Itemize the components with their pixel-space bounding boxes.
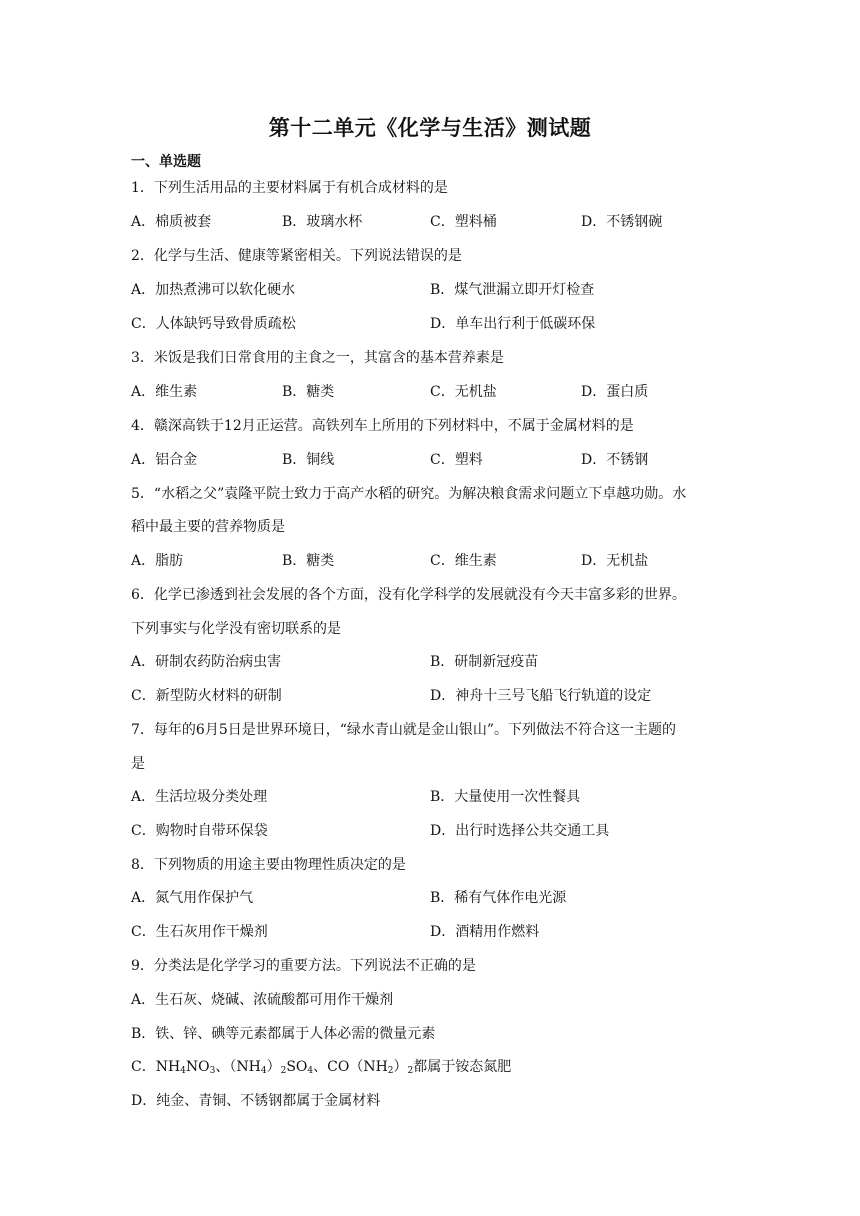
question-8-option-b: B．稀有气体作电光源	[430, 890, 567, 906]
option-c-text-7: ）	[393, 1059, 408, 1075]
option-c-text-4: ）	[266, 1059, 281, 1075]
question-2-stem: 2．化学与生活、健康等紧密相关。下列说法错误的是	[131, 248, 462, 264]
question-7-option-c: C．购物时自带环保袋	[131, 823, 268, 839]
question-2-option-c: C．人体缺钙导致骨质疏松	[131, 316, 296, 332]
question-3-option-a: A．维生素	[131, 384, 198, 400]
question-7-stem-line-1: 7．每年的6月5日是世界环境日，“绿水青山就是金山银山”。下列做法不符合这一主题的	[131, 722, 677, 738]
subscript: 4	[180, 1066, 186, 1076]
question-8-option-a: A．氮气用作保护气	[131, 890, 254, 906]
option-c-text-1: C．NH	[131, 1059, 181, 1075]
question-9-option-d: D．纯金、青铜、不锈钢都属于金属材料	[131, 1093, 381, 1109]
question-9-option-c	[131, 1057, 511, 1081]
question-3-option-b: B．糖类	[282, 384, 335, 400]
question-2-option-d: D．单车出行利于低碳环保	[430, 316, 596, 332]
option-c-text-2: NO	[185, 1059, 210, 1075]
subscript: 4	[307, 1066, 314, 1076]
question-8-option-c: C．生石灰用作干燥剂	[131, 924, 268, 940]
question-6-option-b: B．研制新冠疫苗	[430, 654, 539, 670]
question-6-option-a: A．研制农药防治病虫害	[131, 654, 282, 670]
question-4-option-a: A．铝合金	[131, 452, 198, 468]
subscript: 4	[260, 1066, 267, 1076]
question-9-option-b: B．铁、锌、碘等元素都属于人体必需的微量元素	[131, 1026, 436, 1042]
question-3-option-d: D．蛋白质	[581, 384, 649, 400]
question-4-option-c: C．塑料	[430, 452, 483, 468]
subscript: 2	[280, 1066, 287, 1076]
question-8-option-d: D．酒精用作燃料	[430, 924, 540, 940]
question-3-option-c: C．无机盐	[430, 384, 497, 400]
question-9-stem: 9．分类法是化学学习的重要方法。下列说法不正确的是	[131, 958, 476, 974]
question-7-option-b: B．大量使用一次性餐具	[430, 789, 581, 805]
question-6-option-c: C．新型防火材料的研制	[131, 688, 282, 704]
option-c-text-6: 、CO（NH	[313, 1059, 388, 1075]
question-2-option-a: A．加热煮沸可以软化硬水	[131, 282, 296, 298]
question-4-option-b: B．铜线	[282, 452, 335, 468]
page-title: 第十二单元《化学与生活》测试题	[268, 116, 592, 140]
question-5-option-a: A．脂肪	[131, 553, 184, 569]
question-1-option-a: A．棉质被套	[131, 214, 212, 230]
question-1-option-c: C．塑料桶	[430, 214, 497, 230]
section-heading: 一、单选题	[131, 154, 201, 170]
option-c-text-8: 都属于铵态氮肥	[413, 1059, 512, 1075]
question-7-option-a: A．生活垃圾分类处理	[131, 789, 268, 805]
question-6-stem-line-1: 6．化学已渗透到社会发展的各个方面，没有化学科学的发展就没有今天丰富多彩的世界。	[131, 587, 686, 603]
question-2-option-b: B．煤气泄漏立即开灯检查	[430, 282, 595, 298]
subscript: 2	[387, 1066, 394, 1076]
question-7-stem-line-2: 是	[131, 756, 145, 772]
option-c-text-5: SO	[286, 1059, 308, 1075]
question-8-stem: 8．下列物质的用途主要由物理性质决定的是	[131, 857, 406, 873]
question-5-stem-line-2: 稻中最主要的营养物质是	[131, 519, 285, 535]
question-5-option-c: C．维生素	[430, 553, 497, 569]
question-1-stem: 1．下列生活用品的主要材料属于有机合成材料的是	[131, 180, 448, 196]
question-3-stem: 3．米饭是我们日常食用的主食之一，其富含的基本营养素是	[131, 350, 504, 366]
question-4-stem: 4．赣深高铁于12月正运营。高铁列车上所用的下列材料中，不属于金属材料的是	[131, 418, 634, 434]
question-5-stem-line-1: 5．“水稻之父”袁隆平院士致力于高产水稻的研究。为解决粮食需求问题立下卓越功勋。水	[131, 486, 687, 502]
question-6-stem-line-2: 下列事实与化学没有密切联系的是	[131, 621, 341, 637]
question-1-option-d: D．不锈钢碗	[581, 214, 663, 230]
question-5-option-d: D．无机盐	[581, 553, 649, 569]
question-5-option-b: B．糖类	[282, 553, 335, 569]
question-7-option-d: D．出行时选择公共交通工具	[430, 823, 610, 839]
subscript: 2	[407, 1066, 414, 1076]
subscript: 3	[209, 1066, 216, 1076]
question-6-option-d: D．神舟十三号飞船飞行轨道的设定	[430, 688, 652, 704]
question-1-option-b: B．玻璃水杯	[282, 214, 363, 230]
question-4-option-d: D．不锈钢	[581, 452, 649, 468]
question-9-option-a: A．生石灰、烧碱、浓硫酸都可用作干燥剂	[131, 992, 394, 1008]
option-c-text-3: 、（NH	[215, 1059, 261, 1075]
